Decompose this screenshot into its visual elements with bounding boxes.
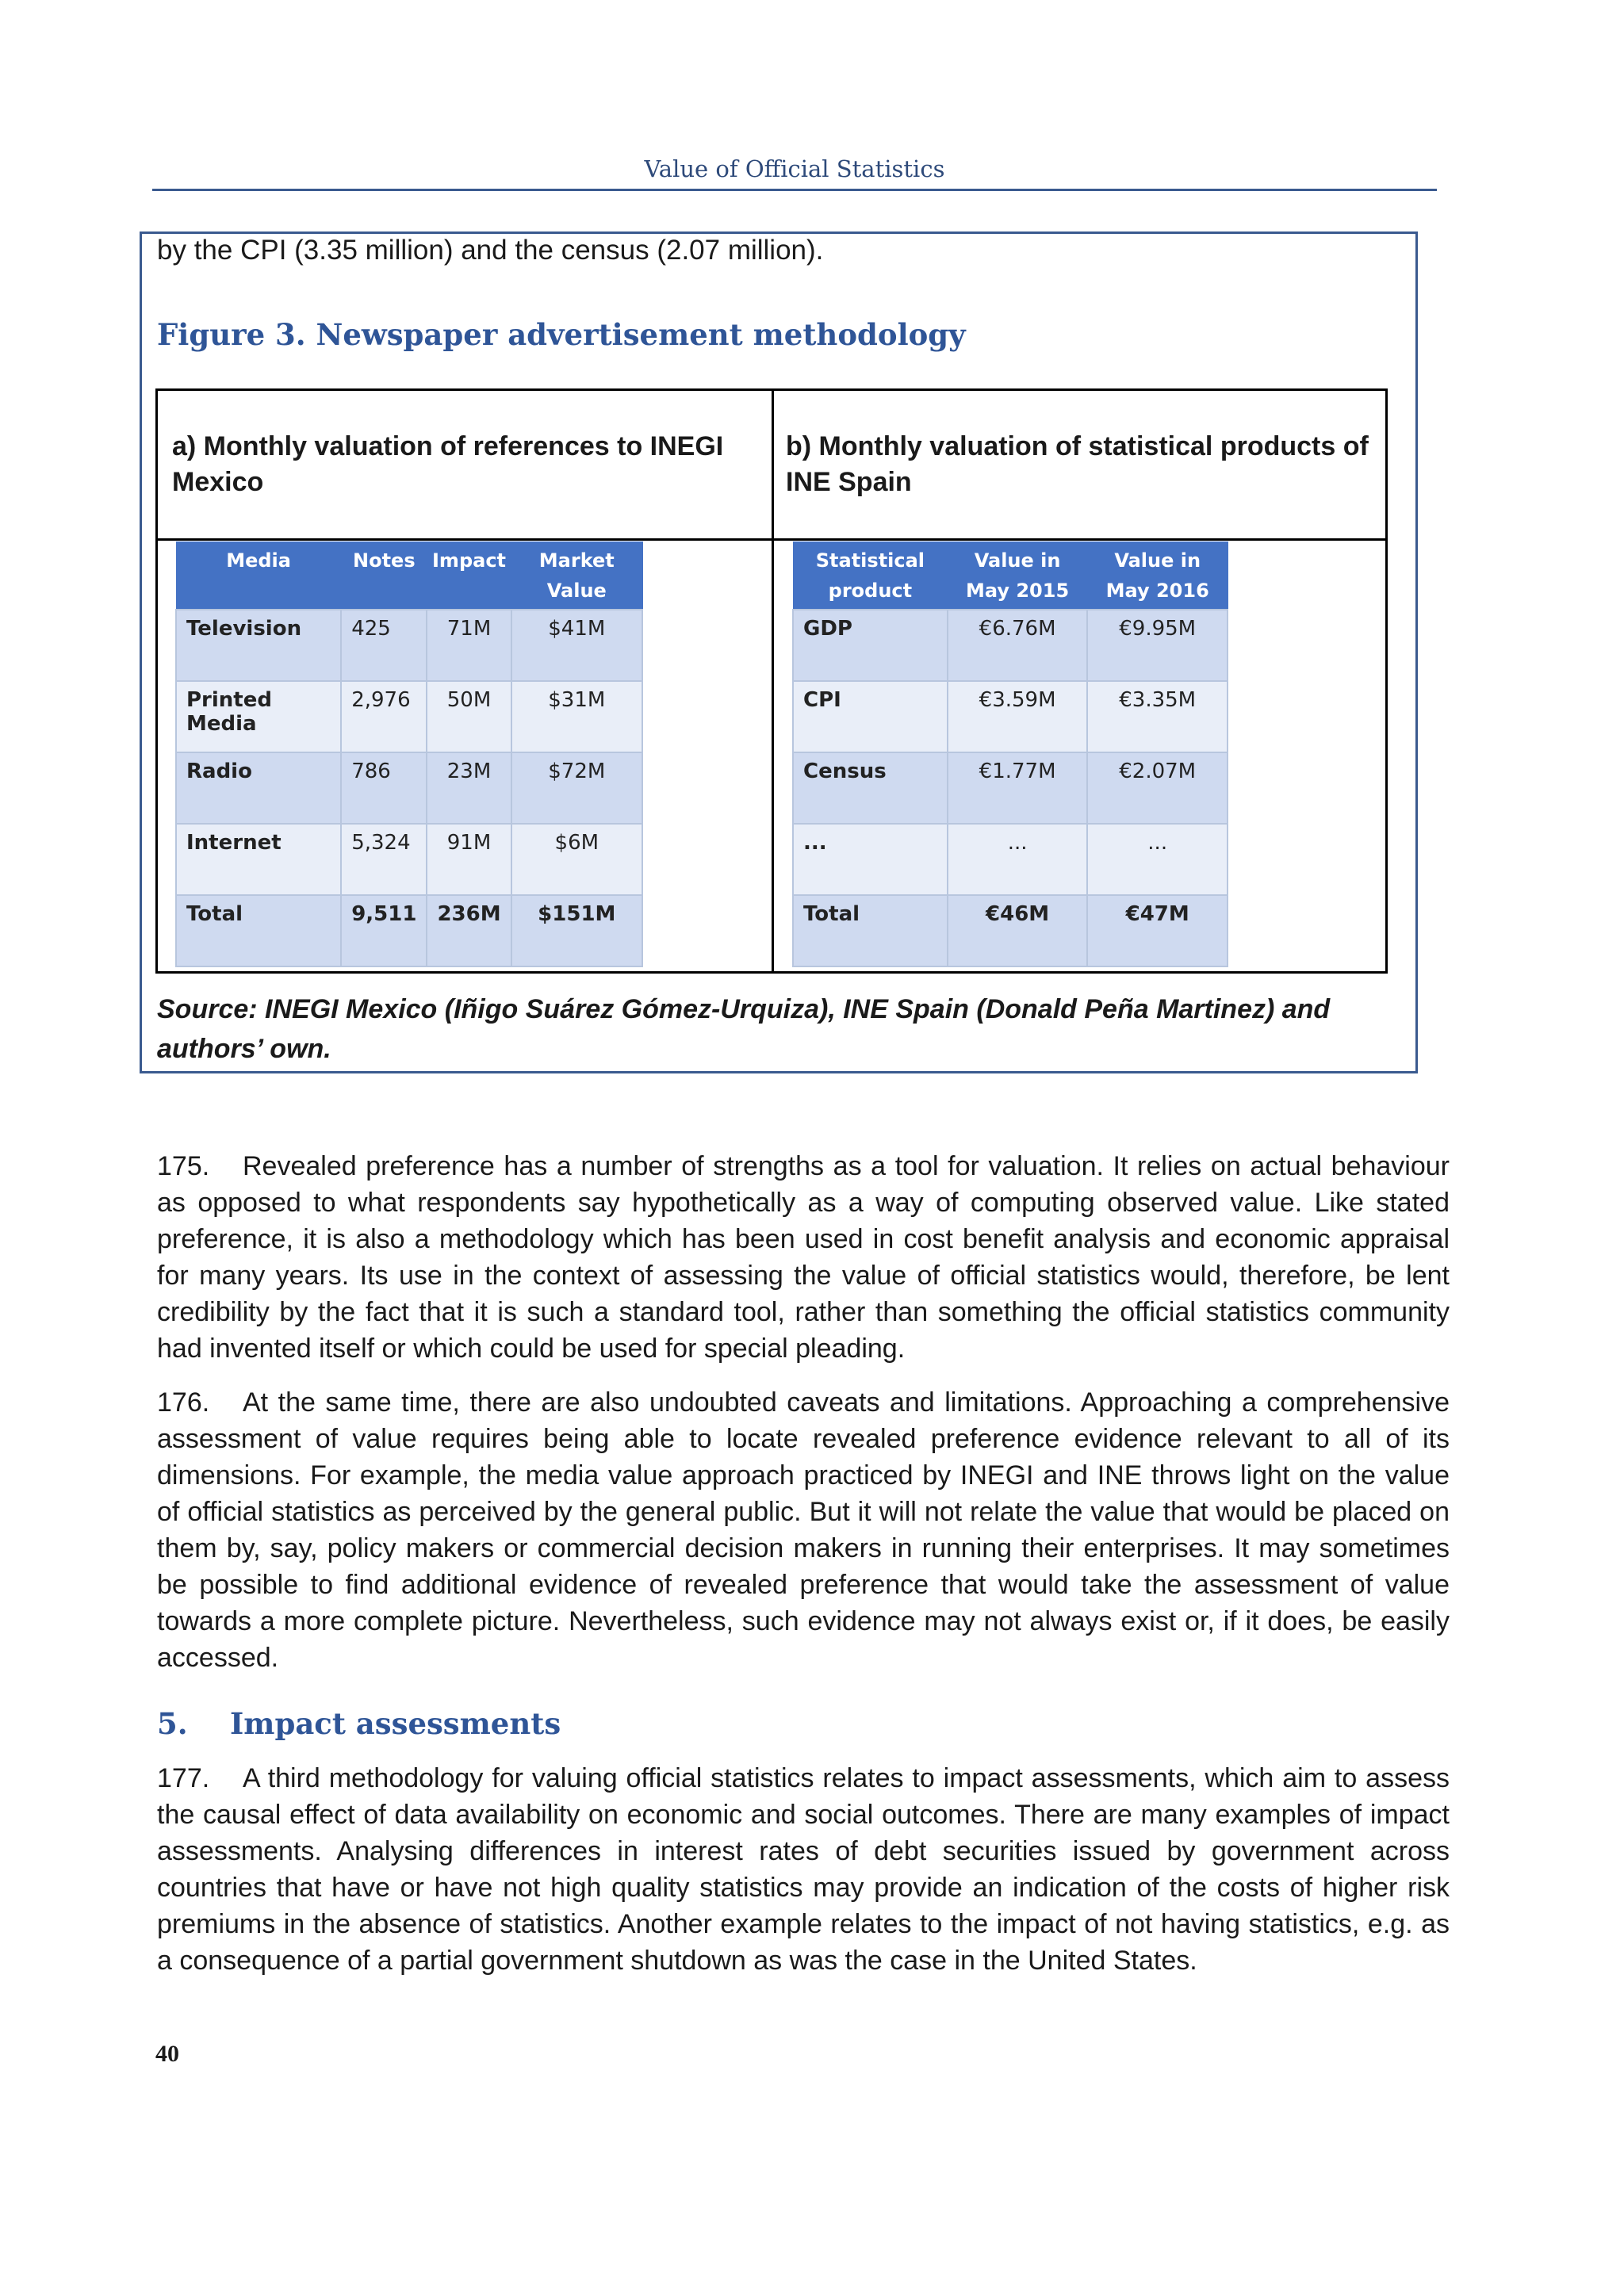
table-cell: 5,324 (341, 824, 427, 895)
panel-b-heading: b) Monthly valuation of statistical products of INE Spain (786, 431, 1369, 497)
paragraph-text: A third methodology for valuing official statistics relates to impact assessments, which aim to assess the causal effect of data availability on economic and social outcomes. There are many examples of impact assessments. Analysing differences in interest rates of debt securities issued by government across countries that have or have not high quality statistics may provide an indication of the costs of higher risk premiums in the absence of statistics. Another example relates to the impact of not having statistics, e.g. as a consequence of a partial government shutdown as was the case in the United States. (157, 1763, 1450, 1976)
inegi-mexico-table (175, 541, 643, 967)
section-title: Impact assessments (230, 1706, 561, 1741)
table-cell: 71M (427, 610, 511, 681)
table-cell: €2.07M (1087, 752, 1228, 824)
table-divider-horizontal (158, 538, 1385, 541)
panel-a-heading: a) Monthly valuation of references to INEGI Mexico (172, 431, 724, 497)
table-row (176, 824, 642, 895)
paragraph-number: 176. (157, 1387, 210, 1418)
column-header: Impact (427, 542, 511, 610)
table-row (176, 752, 642, 824)
figure-table (155, 388, 1388, 974)
table-row (793, 752, 1228, 824)
table-cell: $6M (511, 824, 642, 895)
table-cell: 2,976 (341, 681, 427, 752)
table-cell: €3.35M (1087, 681, 1228, 752)
table-header-row (176, 542, 642, 610)
table-cell: $151M (511, 895, 642, 966)
row-label: Total (176, 895, 341, 966)
table-row (793, 824, 1228, 895)
table-cell: 23M (427, 752, 511, 824)
figure-title: Figure 3. Newspaper advertisement methodology (157, 317, 966, 352)
row-label: ... (793, 824, 948, 895)
column-header: Media (176, 542, 341, 610)
paragraph-177 (157, 1760, 1450, 1979)
row-label: Internet (176, 824, 341, 895)
table-cell: 236M (427, 895, 511, 966)
table-cell: ... (948, 824, 1088, 895)
table-cell: 425 (341, 610, 427, 681)
column-header: Market Value (511, 542, 642, 610)
section-heading (157, 1706, 561, 1741)
table-cell: 786 (341, 752, 427, 824)
column-header: Value in May 2016 (1087, 542, 1228, 610)
table-cell: €6.76M (948, 610, 1088, 681)
header-rule (152, 189, 1437, 191)
table-cell: ... (1087, 824, 1228, 895)
paragraph-176 (157, 1384, 1450, 1676)
table-header-row (793, 542, 1228, 610)
paragraph-text: Revealed preference has a number of strengths as a tool for valuation. It relies on actual behaviour as opposed to what respondents say hypothetically as a way of computing observed value. Like stated preference, it is also a methodology which has been used in cost benefit analysis and economic appraisal for many years. Its use in the context of assessing the value of official statistics would, therefore, be lent credibility by the fact that it is such a standard tool, rather than something the official statistics community had invented itself or which could be used for special pleading. (157, 1151, 1450, 1364)
running-header: Value of Official Statistics (644, 155, 945, 182)
row-label: Total (793, 895, 948, 966)
ine-spain-table (792, 541, 1228, 967)
figure-source: Source: INEGI Mexico (Iñigo Suárez Gómez-Urquiza), INE Spain (Donald Peña Martinez) and authors’ own. (157, 994, 1331, 1064)
table-cell: $41M (511, 610, 642, 681)
row-label: CPI (793, 681, 948, 752)
table-cell: $31M (511, 681, 642, 752)
paragraph-number: 175. (157, 1151, 210, 1181)
row-label: Television (176, 610, 341, 681)
table-row (176, 610, 642, 681)
paragraph-text: At the same time, there are also undoubted caveats and limitations. Approaching a comprehensive assessment of value requires being able to locate revealed preference evidence relevant to all of its dimensions. For example, the media value approach practiced by INEGI and INE throws light on the value of official statistics as perceived by the general public. But it will not relate the value that would be placed on them by, say, policy makers or commercial decision makers in running their enterprises. It may sometimes be possible to find additional evidence of revealed preference that would take the assessment of value towards a more complete picture. Nevertheless, such evidence may not always exist or, if it does, be easily accessed. (157, 1387, 1450, 1673)
row-label: GDP (793, 610, 948, 681)
box-intro-text: by the CPI (3.35 million) and the census (2.07 million). (157, 235, 824, 266)
table-row (176, 681, 642, 752)
row-label: Printed Media (176, 681, 341, 752)
row-label: Census (793, 752, 948, 824)
table-divider-vertical (772, 391, 774, 971)
column-header: Statistical product (793, 542, 948, 610)
paragraph-175 (157, 1148, 1450, 1367)
table-cell: $72M (511, 752, 642, 824)
row-label: Radio (176, 752, 341, 824)
table-cell: €46M (948, 895, 1088, 966)
table-row (793, 610, 1228, 681)
page-number: 40 (155, 2041, 179, 2067)
table-cell: 50M (427, 681, 511, 752)
section-number: 5. (157, 1706, 188, 1741)
paragraph-number: 177. (157, 1763, 210, 1793)
table-cell: €3.59M (948, 681, 1088, 752)
table-row (793, 681, 1228, 752)
table-total-row (793, 895, 1228, 966)
column-header: Notes (341, 542, 427, 610)
table-cell: 91M (427, 824, 511, 895)
column-header: Value in May 2015 (948, 542, 1088, 610)
table-total-row (176, 895, 642, 966)
table-cell: 9,511 (341, 895, 427, 966)
table-cell: €1.77M (948, 752, 1088, 824)
table-cell: €9.95M (1087, 610, 1228, 681)
table-cell: €47M (1087, 895, 1228, 966)
